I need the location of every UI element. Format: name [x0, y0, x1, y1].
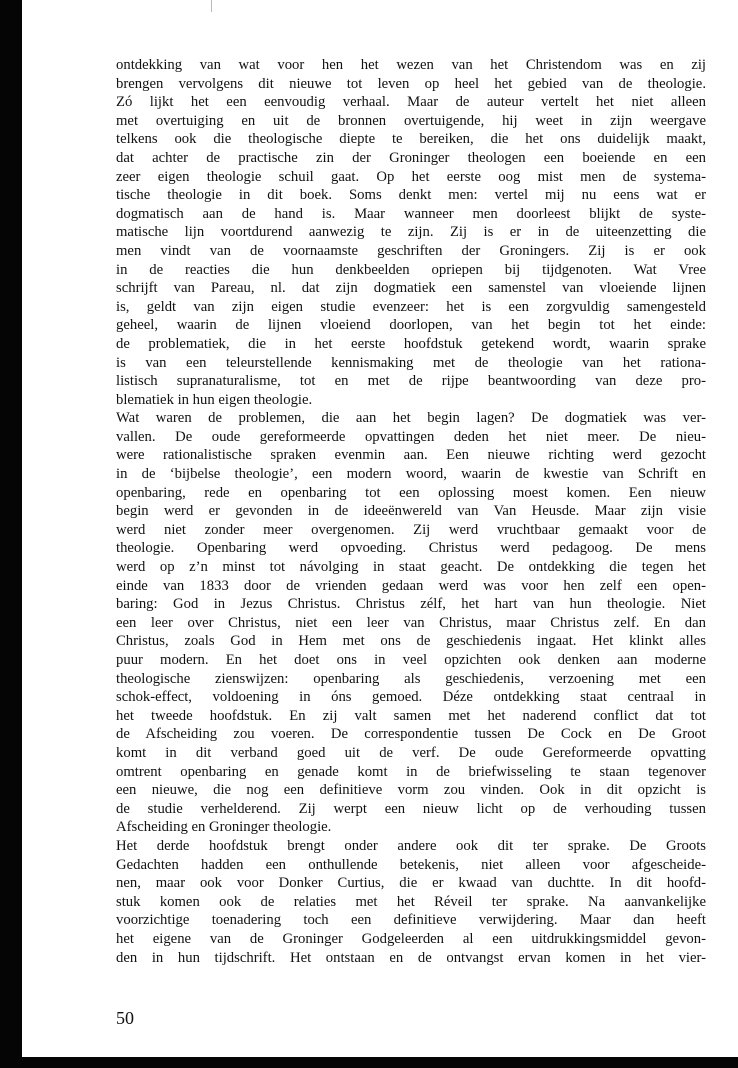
text-line: Gedachten hadden een onthullende betekenis, niet alleen voor afgescheide-: [116, 856, 706, 873]
text-line: Christus, zoals God in Hem met ons de geschiedenis ingaat. Het klinkt alles: [116, 633, 706, 650]
page-number: 50: [116, 1008, 134, 1028]
text-line: tische theologie in dit boek. Soms denkt men: vertel mij nu eens wat er: [116, 187, 706, 204]
text-line: geheel, waarin de lijnen vloeiend doorlopen, van het begin tot het einde:: [116, 317, 706, 334]
text-line: het tweede hoofdstuk. En zij valt samen met het naderend conflict dat tot: [116, 707, 706, 724]
text-line: Zó lijkt het een eenvoudig verhaal. Maar de auteur vertelt het niet alleen: [116, 94, 706, 111]
text-line: baring: God in Jezus Christus. Christus zélf, het hart van hun theologie. Niet: [116, 596, 706, 613]
text-line: men vindt van de voornaamste geschriften der Groningers. Zij is er ook: [116, 242, 706, 259]
text-line: schrijft van Pareau, nl. dat zijn dogmatiek een samenstel van vloeiende lijnen: [116, 280, 706, 297]
text-line: brengen vervolgens dit nieuwe tot leven op heel het gebied van de theologie.: [116, 75, 706, 92]
text-line: met overtuiging en uit de bronnen overtuigende, hij weet in zijn weergave: [116, 112, 706, 129]
text-line: den in hun tijdschrift. Het ontstaan en de ontvangst ervan komen in het vier-: [116, 949, 706, 966]
text-line: openbaring, rede en openbaring tot een oplossing moest komen. Een nieuw: [116, 484, 706, 501]
text-line: blematiek in hun eigen theologie.: [116, 391, 313, 408]
text-line: komt in dit verband goed uit de verf. De oude Gereformeerde opvatting: [116, 744, 706, 761]
text-line: het eigene van de Groninger Godgeleerden al een uitdrukkingsmiddel gevon-: [116, 930, 706, 947]
text-line: puur modern. En het doet ons in veel opzichten ook denken aan moderne: [116, 652, 706, 668]
text-line: ontdekking van wat voor hen het wezen van het Christendom was en zij: [116, 57, 706, 73]
text-line: were rationalistische spraken evenmin aan. Een nieuwe richting werd gezocht: [116, 447, 706, 464]
text-line: de Afscheiding zou voeren. De correspondentie tussen De Cock en De Groot: [116, 726, 706, 743]
text-line: is, geldt van zijn eigen studie evenzeer: het is een zorgvuldig samengesteld: [116, 298, 706, 315]
text-line: Wat waren de problemen, die aan het begin lagen? De dogmatiek was ver-: [116, 410, 706, 427]
text-line: vallen. De oude gereformeerde opvattingen deden het niet meer. De nieu-: [116, 428, 706, 445]
text-line: matische lijn voortdurend aanwezig te zijn. Zij is er in de uiteenzetting die: [116, 224, 706, 241]
scan-crop-mark: [211, 0, 212, 12]
text-line: in de reacties die hun denkbeelden opriepen bij tijdgenoten. Wat Vree: [116, 261, 706, 278]
text-line: voorzichtige toenadering toch een definitieve verwijdering. Maar dan heeft: [116, 912, 706, 929]
text-line: einde van 1833 door de vrienden gedaan werd was voor hen zelf een open-: [116, 577, 706, 594]
paragraph: [116, 409, 706, 837]
text-line: een leer over Christus, niet een leer van Christus, maar Christus zelf. En dan: [116, 614, 706, 631]
text-line: zeer eigen theologie schuil gaat. Op het eerste oog mist men de systema-: [116, 168, 706, 185]
text-line: theologische zienswijzen: openbaring als geschiedenis, verzoening met een: [116, 670, 706, 687]
text-line: dat achter de practische zin der Groninger theologen een boeiende en een: [116, 149, 706, 166]
text-line: Het derde hoofdstuk brengt onder andere ook dit ter sprake. De Groots: [116, 837, 706, 854]
text-line: stuk komen ook de relaties met het Réveil ter sprake. Na aanvankelijke: [116, 893, 706, 910]
text-line: dogmatisch aan de hand is. Maar wanneer men doorleest blijkt de syste-: [116, 205, 706, 222]
text-line: werd niet zonder meer overgenomen. Zij werd vruchtbaar gemaakt voor de: [116, 521, 706, 538]
text-line: werd op z’n minst tot návolging in staat geacht. De ontdekking die tegen het: [116, 559, 706, 576]
scan-bottom-border: [0, 1057, 738, 1068]
text-line: theologie. Openbaring werd opvoeding. Christus werd pedagoog. De mens: [116, 540, 706, 557]
paragraph: [116, 56, 706, 409]
text-line: telkens ook die theologische diepte te bereiken, die het ons duidelijk maakt,: [116, 131, 706, 148]
scan-left-border: [0, 0, 22, 1068]
text-line: schok-effect, voldoening in óns gemoed. Déze ontdekking staat centraal in: [116, 689, 706, 706]
text-line: Afscheiding en Groninger theologie.: [116, 819, 332, 836]
text-line: in de ‘bijbelse theologie’, een modern woord, waarin de kwestie van Schrift en: [116, 466, 706, 483]
paragraph: [116, 837, 706, 967]
text-line: begin werd er gevonden in de ideeënwereld van Van Heusde. Maar zijn visie: [116, 503, 706, 520]
text-line: nen, maar ook voor Donker Curtius, die er kwaad van duchtte. In dit hoofd-: [116, 875, 706, 892]
text-line: de problematiek, die in het eerste hoofdstuk getekend wordt, waarin sprake: [116, 335, 706, 352]
body-text: [116, 56, 706, 967]
text-line: omtrent openbaring en genade komt in de briefwisseling te staan tegenover: [116, 763, 706, 780]
text-line: een nieuwe, die nog een definitieve vorm zou vinden. Ook in dit opzicht is: [116, 782, 706, 799]
text-line: is van een teleurstellende kennismaking met de theologie van het rationa-: [116, 354, 706, 371]
text-line: listisch supranaturalisme, tot en met de rijpe beantwoording van deze pro-: [116, 373, 706, 390]
text-line: de studie verhelderend. Zij werpt een nieuw licht op de verhouding tussen: [116, 800, 706, 817]
